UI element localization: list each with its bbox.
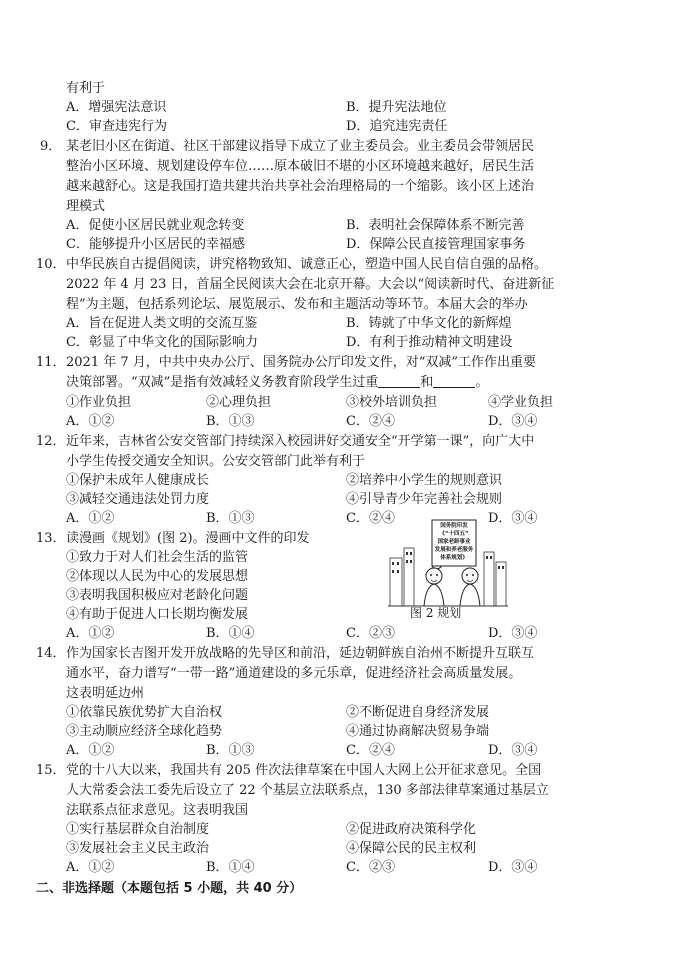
document-title <box>432 522 476 562</box>
question-14-text: 这表明延边州 <box>66 686 145 701</box>
statement-4: ④保障公民的民主权利 <box>346 841 477 856</box>
section-heading: 二、非选择题（本题包括 5 小题，共 40 分） <box>36 881 303 896</box>
question-15-text: 人大常委会法工委先后设立了 22 个基层立法联系点，130 多部法律草案通过基层立 <box>66 783 549 798</box>
statement-3: ③主动顺应经济全球化趋势 <box>66 724 223 739</box>
option-c: C．②④ <box>346 743 395 758</box>
question-11-text: 2021 年 7 月，中共中央办公厅、国务院办公厅印发文件，对“双减”工作作出重要 <box>66 355 537 370</box>
question-13-number: 13． <box>36 531 66 546</box>
cartoon-figure <box>388 518 508 616</box>
option-b: B．表明社会保障体系不断完善 <box>346 218 525 233</box>
option-d: D．③④ <box>488 860 538 875</box>
statement-4: ④引导青少年完善社会规则 <box>346 492 503 507</box>
question-8-continuation: 有利于 <box>66 81 106 96</box>
option-c: C．②③ <box>346 860 395 875</box>
question-10-text: 中华民族自古提倡阅读，讲究格物致知、诚意正心，塑造中国人民自信自强的品格。 <box>66 257 548 272</box>
option-d: D．③④ <box>488 511 538 526</box>
statement-2: ②促进政府决策科学化 <box>346 822 477 837</box>
option-c: C．彰显了中华文化的国际影响力 <box>66 335 258 350</box>
statement-3: ③表明我国积极应对老龄化问题 <box>66 588 249 603</box>
statement-4: ④学业负担 <box>488 395 554 410</box>
question-11-text-part: 。 <box>475 375 489 390</box>
option-a: A．①② <box>66 860 115 875</box>
question-10-number: 10． <box>36 257 66 272</box>
question-13-text: 读漫画《规划》(图 2)。漫画中文件的印发 <box>66 531 310 546</box>
figure-caption: 图 2 规划 <box>410 606 462 620</box>
question-9-text: 整治小区环境、规划建设停车位……原本破旧不堪的小区环境越来越好，居民生活 <box>66 159 535 174</box>
question-11-number: 11． <box>36 355 66 370</box>
statement-2: ②不断促进自身经济发展 <box>346 705 490 720</box>
statement-4: ④有助于促进人口长期均衡发展 <box>66 607 249 622</box>
question-9-text: 某老旧小区在街道、社区干部建议指导下成立了业主委员会。业主委员会带领居民 <box>66 139 535 154</box>
option-c: C．能够提升小区居民的幸福感 <box>66 237 245 252</box>
option-b: B．提升宪法地位 <box>346 100 447 115</box>
option-c: C．②④ <box>346 511 395 526</box>
question-11-text-part: 决策部署。“双减”是指有效减轻义务教育阶段学生过重 <box>66 375 379 390</box>
statement-2: ②体现以人民为中心的发展思想 <box>66 569 249 584</box>
question-11-text <box>66 373 488 393</box>
option-a: A．①② <box>66 626 115 641</box>
option-a: A．旨在促进人类文明的交流互鉴 <box>66 316 258 331</box>
question-12-text: 小学生传授交通安全知识。公安交管部门此举有利于 <box>66 454 366 469</box>
question-14-text: 通水平，奋力谱写“一带一路”通道建设的多元乐章，促进经济社会高质量发展。 <box>66 666 522 681</box>
answer-blank <box>433 374 475 388</box>
question-15-text: 党的十八大以来，我国共有 205 件次法律草案在中国人大网上公开征求意见。全国 <box>66 763 542 778</box>
statement-1: ①实行基层群众自治制度 <box>66 822 210 837</box>
option-a: A．增强宪法意识 <box>66 100 167 115</box>
option-d: D．保障公民直接管理国家事务 <box>346 237 526 252</box>
question-9-text: 理模式 <box>66 199 106 214</box>
statement-3: ③减轻交通违法处罚力度 <box>66 492 210 507</box>
question-12-text: 近年来，吉林省公安交管部门持续深入校园讲好交通安全“开学第一课”，向广大中 <box>66 434 535 449</box>
answer-blank <box>378 374 420 388</box>
statement-4: ④通过协商解决贸易争端 <box>346 724 490 739</box>
document-line: 国家老龄事业 <box>437 539 471 545</box>
option-b: B．铸就了中华文化的新辉煌 <box>346 316 512 331</box>
option-d: D．③④ <box>488 414 538 429</box>
option-c: C．审查违宪行为 <box>66 119 167 134</box>
option-c: C．②③ <box>346 626 395 641</box>
statement-1: ①致力于对人们社会生活的监管 <box>66 550 249 565</box>
statement-2: ②培养中小学生的规则意识 <box>346 473 503 488</box>
option-d: D．③④ <box>488 626 538 641</box>
question-10-text: 2022 年 4 月 23 日，首届全民阅读大会在北京开幕。大会以“阅读新时代、奋进新征 <box>66 277 555 292</box>
statement-1: ①依靠民族优势扩大自治权 <box>66 705 223 720</box>
question-10-text: 程”为主题，包括系列论坛、展览展示、发布和主题活动等环节。本届大会的举办 <box>66 297 528 312</box>
option-b: B．①③ <box>206 414 255 429</box>
question-9-text: 越来越舒心。这是我国打造共建共治共享社会治理格局的一个缩影。该小区上述治 <box>66 179 535 194</box>
question-14-text: 作为国家长吉图开发开放战略的先导区和前沿，延边朝鲜族自治州不断提升互联互 <box>66 646 535 661</box>
option-c: C．②④ <box>346 414 395 429</box>
question-15-number: 15． <box>36 763 66 778</box>
document-line: 《“十四五” <box>439 531 469 537</box>
option-a: A．①② <box>66 414 115 429</box>
document-line: 体系规划》 <box>440 555 468 561</box>
option-a: A．①② <box>66 743 115 758</box>
statement-3: ③发展社会主义民主政治 <box>66 841 210 856</box>
option-b: B．①④ <box>206 860 255 875</box>
question-12-number: 12． <box>36 434 66 449</box>
option-d: D．③④ <box>488 743 538 758</box>
option-d: D．追究违宪责任 <box>346 119 448 134</box>
option-a: A．①② <box>66 511 115 526</box>
statement-1: ①作业负担 <box>66 395 132 410</box>
option-b: B．①③ <box>206 511 255 526</box>
statement-3: ③校外培训负担 <box>346 395 438 410</box>
option-b: B．①③ <box>206 743 255 758</box>
document-line: 国务院印发 <box>440 523 468 529</box>
question-14-number: 14． <box>36 646 66 661</box>
question-15-text: 法联系点征求意见。这表明我国 <box>66 803 249 818</box>
option-b: B．①④ <box>206 626 255 641</box>
question-11-text-part: 和 <box>420 375 434 390</box>
statement-2: ②心理负担 <box>206 395 272 410</box>
document-line: 发展和养老服务 <box>434 547 474 553</box>
question-9-number: 9． <box>40 139 62 154</box>
option-a: A．促使小区居民就业观念转变 <box>66 218 245 233</box>
option-d: D．有利于推动精神文明建设 <box>346 335 513 350</box>
statement-1: ①保护未成年人健康成长 <box>66 473 210 488</box>
